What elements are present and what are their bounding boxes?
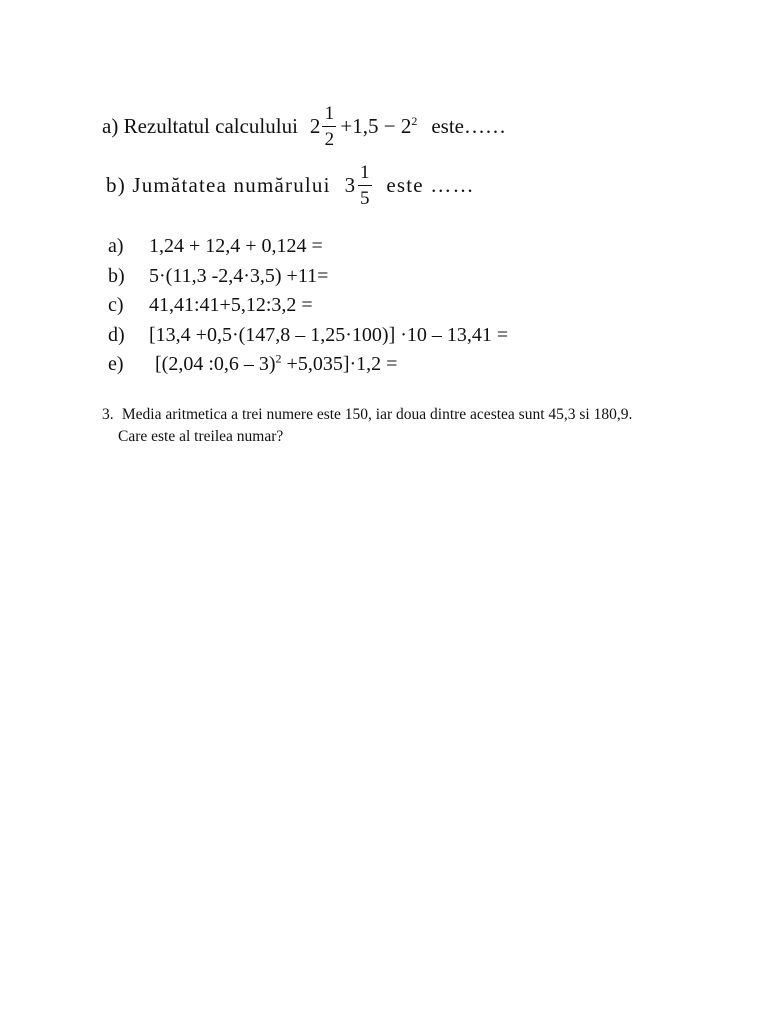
problem-number: 3. [102,406,114,423]
mixed-number [345,163,375,208]
problem-b [106,163,475,208]
item-label: a) [108,235,124,257]
item-expression: 1,24 + 12,4 + 0,124 = [149,235,323,257]
exercise-item-e [108,350,508,380]
exercise-item-c [108,291,508,321]
problem-a [102,104,506,149]
item-label: b) [108,264,125,287]
whole-part: 3 [344,173,357,197]
exercise-item-b [108,262,508,292]
problem-3-line2: Care este al treilea numar? [118,428,284,445]
item-label: d) [108,323,125,346]
exercise-item-d [108,321,508,351]
item-expression: [(2,04 :0,6 – 3)$^2$ +5,035]·1,2 = [155,351,398,375]
exercise-list [108,232,508,380]
exponent: 2 [411,114,418,128]
exercise-item-a [108,232,508,262]
fraction [322,104,336,149]
item-label: c) [108,294,124,316]
mixed-number [310,104,339,149]
item-expression: 41,41:41+5,12:3,2 = [149,294,313,316]
fraction-bar [358,185,372,186]
problem-a-prefix: a) Rezultatul calculului [102,114,298,138]
numerator: 1 [324,103,335,124]
problem-b-suffix: este …… [386,173,475,197]
whole-part: 2 [309,114,321,138]
problem-3 [102,404,632,448]
denominator: 5 [360,188,371,209]
problem-3-line1 [102,404,632,426]
item-expression: 5·(11,3 -2,4·3,5) +11= [149,264,329,287]
problem-a-suffix: este…… [431,114,507,138]
numerator: 1 [360,162,371,183]
exponent: 2 [275,351,282,366]
item-expression: [13,4 +0,5·(147,8 – 1,25·100)] ·10 – 13,41 = [149,323,509,346]
problem-3-text: Media aritmetica a trei numere este 150, iar doua dintre acestea sunt 45,3 si 180,9. [121,406,633,423]
fraction-bar [322,126,336,127]
denominator: 2 [324,129,335,150]
problem-b-prefix: b) Jumătatea numărului [106,173,331,197]
expression-rest: $+1,5 - 2^2$ [340,114,418,138]
fraction [358,163,372,208]
item-label: e) [108,353,124,375]
